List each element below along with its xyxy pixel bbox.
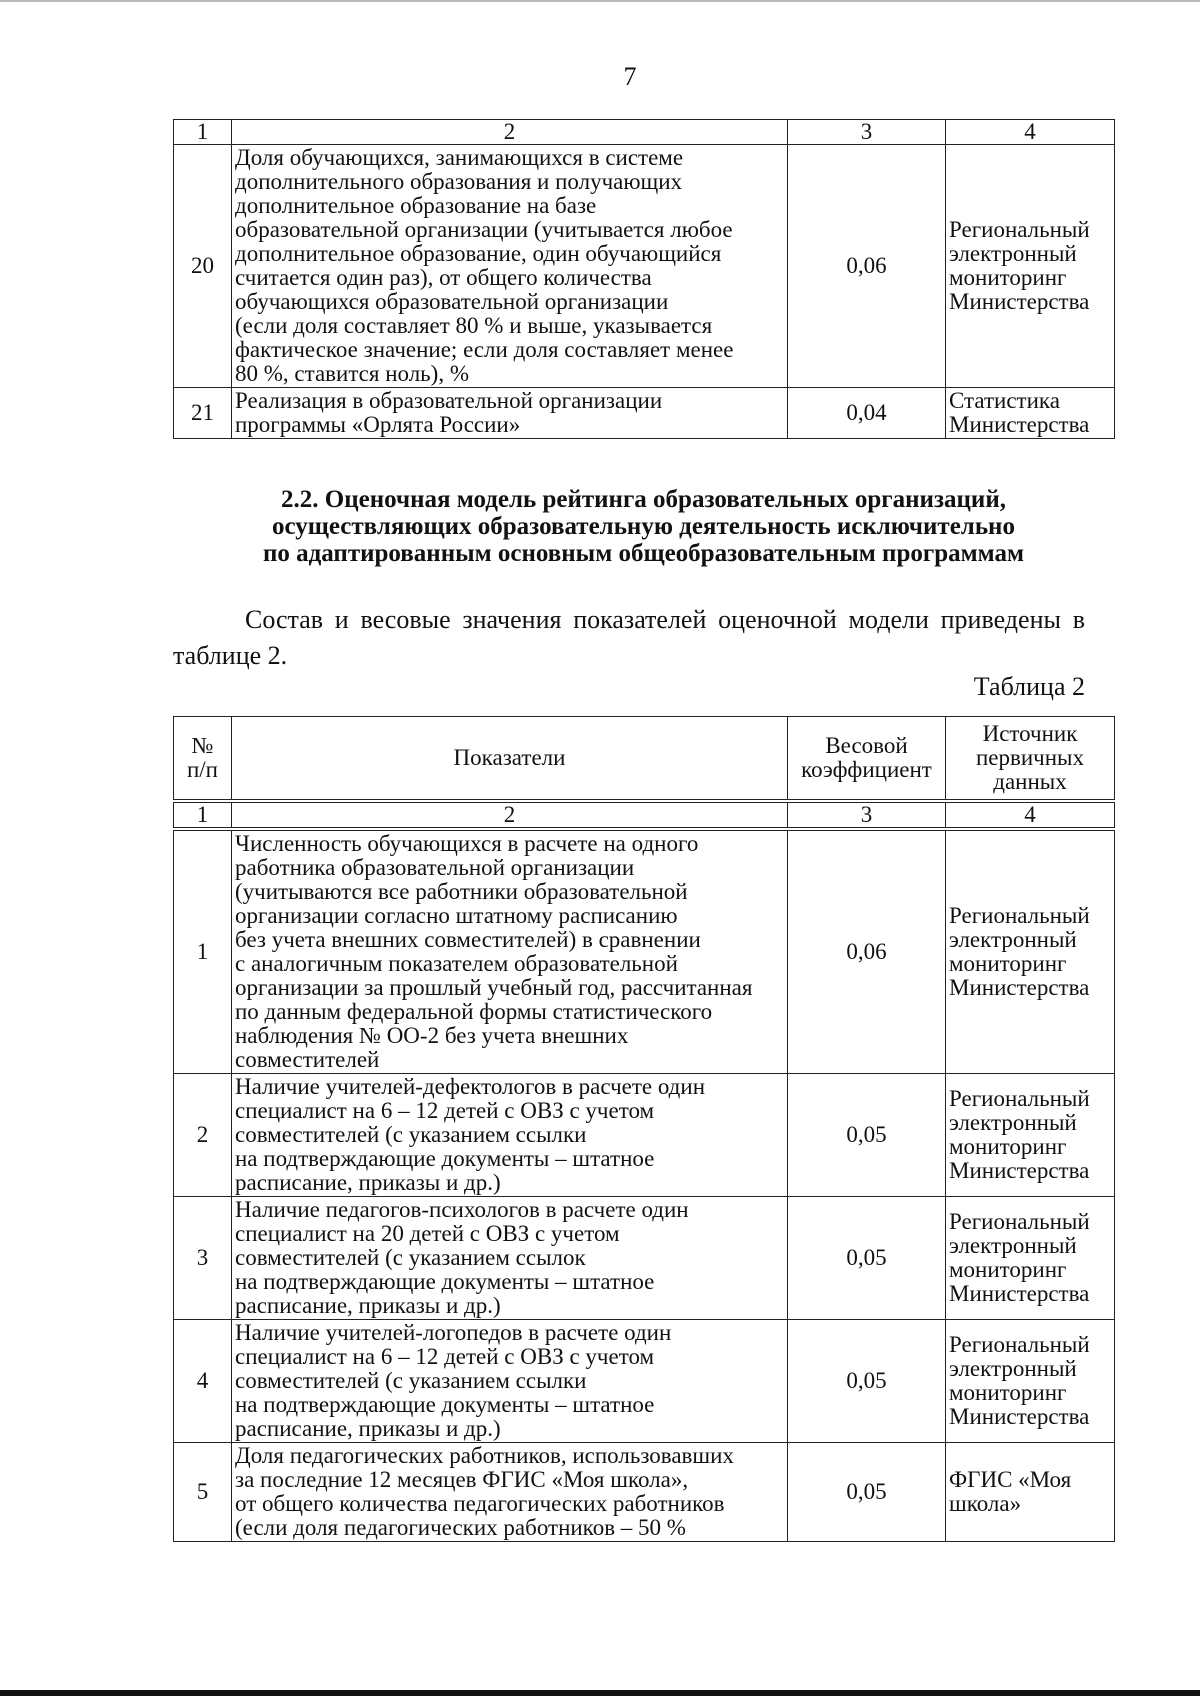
source-line: Региональный bbox=[949, 1332, 1090, 1357]
paragraph-text: Состав и весовые значения показателей оценочной модели приведены в таблице 2. bbox=[173, 605, 1085, 670]
source-line: электронный bbox=[949, 1233, 1077, 1258]
indicator-line: совместителей (с указанием ссылок bbox=[235, 1245, 586, 1270]
column-number: 1 bbox=[174, 120, 232, 145]
section-paragraph bbox=[173, 602, 1085, 674]
indicator-line: образовательной организации (учитывается любое bbox=[235, 217, 733, 242]
header-num bbox=[174, 717, 232, 802]
top-scan-edge bbox=[0, 0, 1200, 2]
column-numbers-row bbox=[174, 801, 1115, 829]
indicator-line: по данным федеральной формы статистического bbox=[235, 999, 713, 1024]
indicator-text bbox=[232, 1443, 788, 1542]
indicator-line: организации согласно штатному расписанию bbox=[235, 903, 678, 928]
source-line: Региональный bbox=[949, 1209, 1090, 1234]
indicator-line: на подтверждающие документы – штатное bbox=[235, 1269, 655, 1294]
table-2 bbox=[173, 716, 1115, 1542]
source-line: Региональный bbox=[949, 217, 1090, 242]
indicator-line: дополнительного образования и получающих bbox=[235, 169, 683, 194]
indicator-line: 80 %, ставится ноль), % bbox=[235, 361, 469, 386]
table-caption: Таблица 2 bbox=[973, 672, 1085, 701]
indicator-line: совместителей bbox=[235, 1047, 380, 1072]
indicator-line: специалист на 6 – 12 детей с ОВЗ с учетом bbox=[235, 1344, 655, 1369]
source-line: школа» bbox=[949, 1491, 1022, 1516]
source-line: Министерства bbox=[949, 1158, 1090, 1183]
indicator-line: (если доля составляет 80 % и выше, указывается bbox=[235, 313, 713, 338]
row-number: 3 bbox=[174, 1197, 232, 1320]
header-source bbox=[946, 717, 1115, 802]
data-source bbox=[946, 1074, 1115, 1197]
indicator-line: дополнительное образование на базе bbox=[235, 193, 597, 218]
source-line: электронный bbox=[949, 927, 1077, 952]
column-number: 2 bbox=[232, 801, 788, 829]
header-line: данных bbox=[993, 769, 1067, 794]
indicator-line: за последние 12 месяцев ФГИС «Моя школа», bbox=[235, 1467, 689, 1492]
indicator-line: без учета внешних совместителей) в сравнении bbox=[235, 927, 701, 952]
indicator-line: на подтверждающие документы – штатное bbox=[235, 1392, 655, 1417]
row-number: 5 bbox=[174, 1443, 232, 1542]
table-row bbox=[174, 829, 1115, 1074]
column-numbers-row bbox=[174, 120, 1115, 145]
source-line: Министерства bbox=[949, 1281, 1090, 1306]
header-indicator: Показатели bbox=[232, 717, 788, 802]
indicator-line: организации за прошлый учебный год, рассчитанная bbox=[235, 975, 753, 1000]
indicator-line: работника образовательной организации bbox=[235, 855, 635, 880]
data-source bbox=[946, 1443, 1115, 1542]
source-line: ФГИС «Моя bbox=[949, 1467, 1072, 1492]
table-row bbox=[174, 1443, 1115, 1542]
table-row bbox=[174, 388, 1115, 439]
data-source bbox=[946, 388, 1115, 439]
page-number: 7 bbox=[623, 62, 637, 91]
weight-value: 0,06 bbox=[788, 145, 946, 388]
heading-line: 2.2. Оценочная модель рейтинга образовательных организаций, bbox=[281, 486, 1006, 513]
data-source bbox=[946, 1320, 1115, 1443]
section-heading bbox=[173, 486, 1114, 567]
weight-value: 0,06 bbox=[788, 829, 946, 1074]
indicator-line: считается один раз), от общего количества bbox=[235, 265, 652, 290]
source-line: мониторинг bbox=[949, 265, 1067, 290]
indicator-line: Наличие учителей-логопедов в расчете один bbox=[235, 1320, 672, 1345]
indicator-line: Доля педагогических работников, использовавших bbox=[235, 1443, 734, 1468]
table-row bbox=[174, 145, 1115, 388]
indicator-line: наблюдения № ОО-2 без учета внешних bbox=[235, 1023, 629, 1048]
header-line: Источник bbox=[982, 721, 1078, 746]
indicator-line: программы «Орлята России» bbox=[235, 412, 521, 437]
indicator-text bbox=[232, 388, 788, 439]
indicator-line: (учитываются все работники образовательной bbox=[235, 879, 688, 904]
indicator-line: расписание, приказы и др.) bbox=[235, 1416, 501, 1441]
table-row bbox=[174, 1197, 1115, 1320]
source-line: электронный bbox=[949, 241, 1077, 266]
column-number: 4 bbox=[946, 801, 1115, 829]
indicator-line: фактическое значение; если доля составляет менее bbox=[235, 337, 734, 362]
indicator-line: специалист на 20 детей с ОВЗ с учетом bbox=[235, 1221, 620, 1246]
source-line: Министерства bbox=[949, 975, 1090, 1000]
weight-value: 0,05 bbox=[788, 1074, 946, 1197]
source-line: Министерства bbox=[949, 1404, 1090, 1429]
column-number: 4 bbox=[946, 120, 1115, 145]
data-source bbox=[946, 1197, 1115, 1320]
indicator-line: Доля обучающихся, занимающихся в системе bbox=[235, 145, 684, 170]
source-line: мониторинг bbox=[949, 951, 1067, 976]
source-line: электронный bbox=[949, 1110, 1077, 1135]
indicator-line: Реализация в образовательной организации bbox=[235, 388, 663, 413]
source-line: мониторинг bbox=[949, 1380, 1067, 1405]
header-line: Весовой bbox=[825, 733, 908, 758]
column-number: 2 bbox=[232, 120, 788, 145]
table-row bbox=[174, 1074, 1115, 1197]
indicator-line: совместителей (с указанием ссылки bbox=[235, 1122, 587, 1147]
table-continued-body bbox=[174, 120, 1115, 439]
source-line: Министерства bbox=[949, 289, 1090, 314]
bottom-scan-edge bbox=[0, 1690, 1200, 1696]
indicator-text bbox=[232, 145, 788, 388]
indicator-line: от общего количества педагогических работников bbox=[235, 1491, 725, 1516]
header-line: № bbox=[191, 733, 214, 758]
row-number: 20 bbox=[174, 145, 232, 388]
indicator-line: дополнительное образование, один обучающийся bbox=[235, 241, 722, 266]
weight-value: 0,05 bbox=[788, 1320, 946, 1443]
source-line: мониторинг bbox=[949, 1134, 1067, 1159]
source-line: Региональный bbox=[949, 903, 1090, 928]
header-line: первичных bbox=[975, 745, 1084, 770]
weight-value: 0,05 bbox=[788, 1443, 946, 1542]
heading-line: осуществляющих образовательную деятельность исключительно bbox=[272, 513, 1015, 540]
weight-value: 0,05 bbox=[788, 1197, 946, 1320]
weight-value: 0,04 bbox=[788, 388, 946, 439]
table-row bbox=[174, 1320, 1115, 1443]
source-line: Статистика bbox=[949, 388, 1060, 413]
indicator-text bbox=[232, 1197, 788, 1320]
indicator-line: расписание, приказы и др.) bbox=[235, 1293, 501, 1318]
indicator-line: с аналогичным показателем образовательной bbox=[235, 951, 678, 976]
table-continued bbox=[173, 119, 1115, 439]
data-source bbox=[946, 829, 1115, 1074]
data-source bbox=[946, 145, 1115, 388]
indicator-line: Наличие учителей-дефектологов в расчете один bbox=[235, 1074, 706, 1099]
source-line: Региональный bbox=[949, 1086, 1090, 1111]
column-number: 1 bbox=[174, 801, 232, 829]
indicator-text bbox=[232, 1074, 788, 1197]
indicator-line: Наличие педагогов-психологов в расчете один bbox=[235, 1197, 689, 1222]
column-number: 3 bbox=[788, 801, 946, 829]
row-number: 1 bbox=[174, 829, 232, 1074]
indicator-line: (если доля педагогических работников – 50 % bbox=[235, 1515, 686, 1540]
header-line: п/п bbox=[186, 757, 218, 782]
heading-line: по адаптированным основным общеобразовательным программам bbox=[262, 540, 1025, 567]
source-line: электронный bbox=[949, 1356, 1077, 1381]
indicator-line: специалист на 6 – 12 детей с ОВЗ с учетом bbox=[235, 1098, 655, 1123]
header-weight bbox=[788, 717, 946, 802]
header-row bbox=[174, 717, 1115, 802]
column-number: 3 bbox=[788, 120, 946, 145]
indicator-line: обучающихся образовательной организации bbox=[235, 289, 669, 314]
row-number: 21 bbox=[174, 388, 232, 439]
row-number: 2 bbox=[174, 1074, 232, 1197]
source-line: Министерства bbox=[949, 412, 1090, 437]
indicator-text bbox=[232, 829, 788, 1074]
table-2-body bbox=[174, 717, 1115, 1542]
indicator-line: совместителей (с указанием ссылки bbox=[235, 1368, 587, 1393]
row-number: 4 bbox=[174, 1320, 232, 1443]
source-line: мониторинг bbox=[949, 1257, 1067, 1282]
indicator-text bbox=[232, 1320, 788, 1443]
indicator-line: Численность обучающихся в расчете на одного bbox=[235, 831, 699, 856]
header-line: коэффициент bbox=[801, 757, 932, 782]
indicator-line: расписание, приказы и др.) bbox=[235, 1170, 501, 1195]
indicator-line: на подтверждающие документы – штатное bbox=[235, 1146, 655, 1171]
